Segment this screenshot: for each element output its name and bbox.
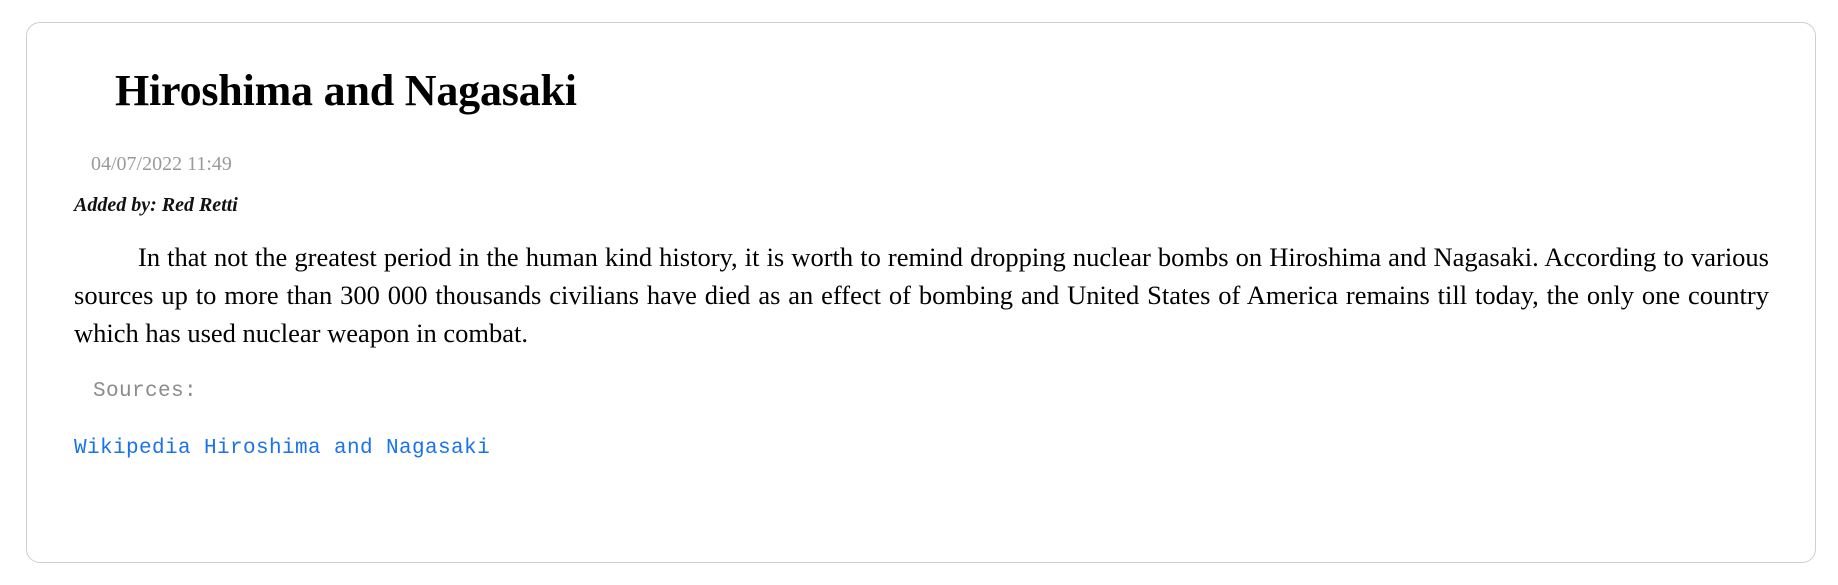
sources-label: Sources: — [93, 380, 198, 404]
source-link-wikipedia[interactable]: Wikipedia Hiroshima and Nagasaki — [74, 437, 491, 461]
article-timestamp: 04/07/2022 11:49 — [91, 153, 232, 176]
article-author: Added by: Red Retti — [74, 194, 238, 217]
page-title: Hiroshima and Nagasaki — [115, 66, 577, 115]
article-body-text: In that not the greatest period in the human kind history, it is worth to remind dropping nuclear bombs on Hiroshima and Nagasaki. According to various sources up to more than 300 000 thousands civilians have died as an effect of bombing and United States of America remains till today, the only one country which has used nuclear weapon in combat. — [74, 242, 1769, 348]
article-card — [26, 22, 1816, 563]
